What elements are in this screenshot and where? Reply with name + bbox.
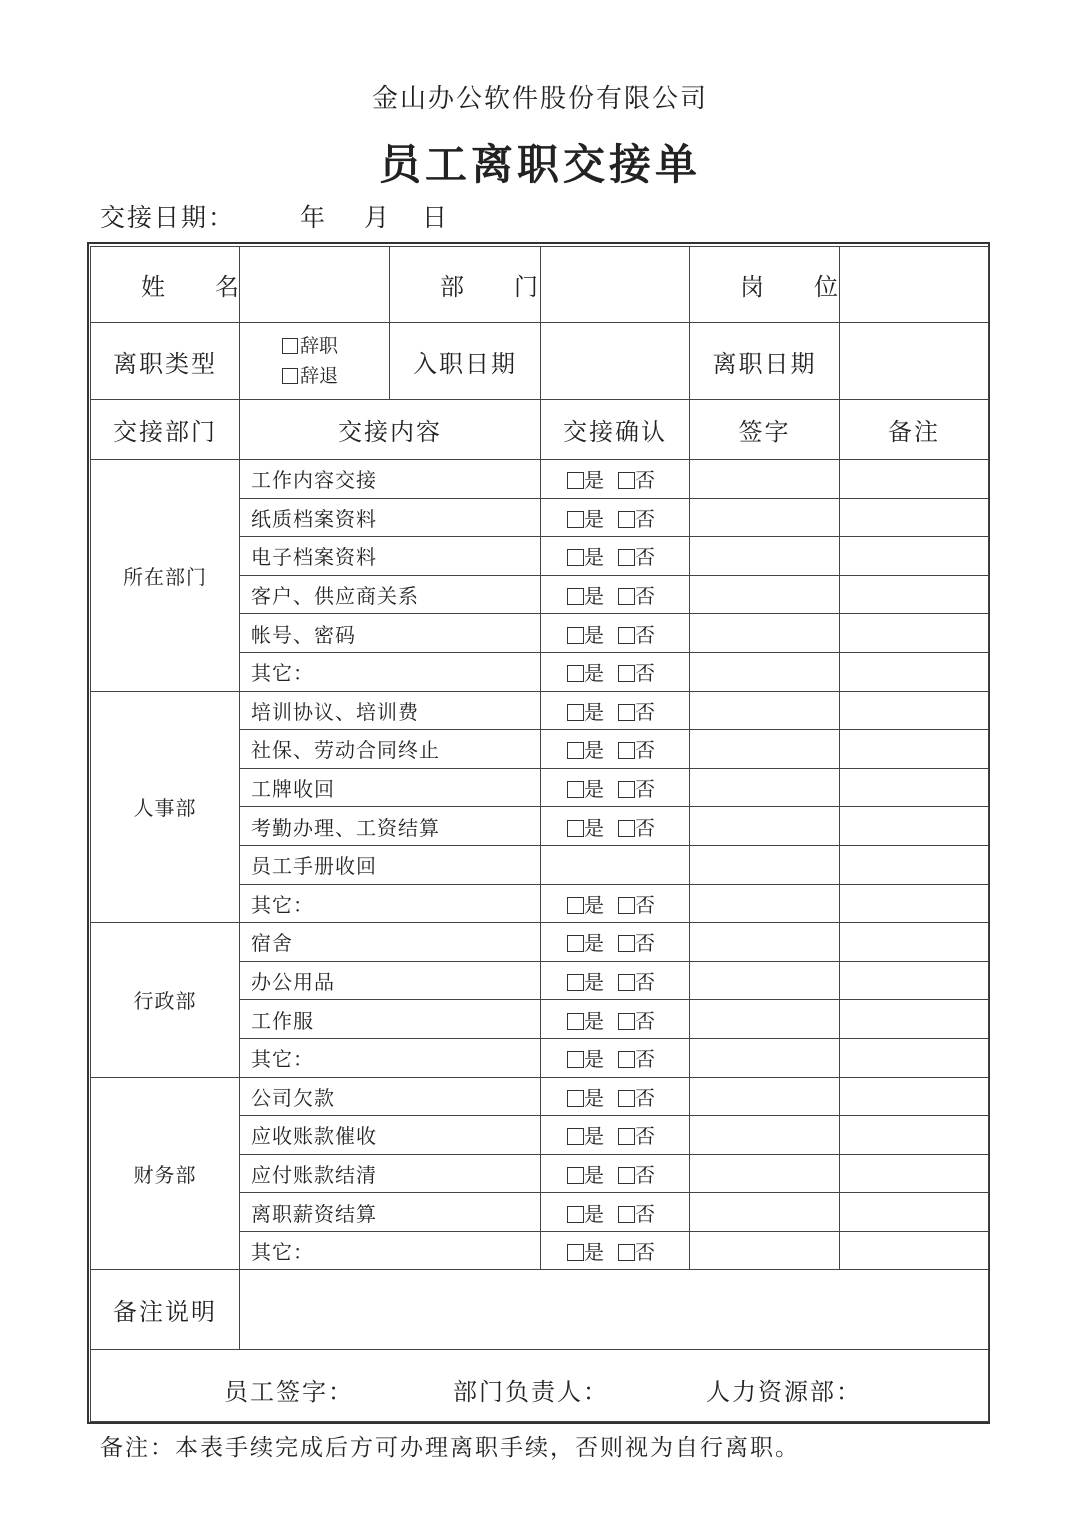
sign-cell[interactable] [690, 807, 840, 846]
leave-info-row [91, 323, 989, 400]
confirm-cell [541, 691, 690, 730]
checkbox-yes[interactable] [567, 1128, 584, 1145]
sign-cell[interactable] [690, 884, 840, 923]
confirm-cell [541, 1038, 690, 1077]
handover-item: 办公用品 [240, 961, 541, 1000]
handover-item: 纸质档案资料 [240, 498, 541, 537]
handover-item: 其它： [240, 1038, 541, 1077]
month-label: 月 [364, 203, 392, 232]
leave-type-options [240, 323, 390, 400]
checkbox-yes[interactable] [567, 511, 584, 528]
confirm-cell [541, 1077, 690, 1116]
yes-label: 是 [584, 892, 604, 917]
remark-cell[interactable] [840, 1193, 989, 1232]
section-dept-label: 财务部 [91, 1077, 240, 1270]
remark-cell[interactable] [840, 1000, 989, 1039]
remark-cell[interactable] [840, 768, 989, 807]
handover-item: 公司欠款 [240, 1077, 541, 1116]
leave-date-label: 离职日期 [690, 323, 840, 400]
confirm-cell [541, 845, 690, 884]
handover-item: 应付账款结清 [240, 1154, 541, 1193]
sign-cell[interactable] [690, 730, 840, 769]
date-label: 交接日期： [100, 203, 236, 232]
sign-cell[interactable] [690, 575, 840, 614]
remark-cell[interactable] [840, 537, 989, 576]
confirm-cell [541, 575, 690, 614]
sign-cell[interactable] [690, 1077, 840, 1116]
remark-cell[interactable] [840, 845, 989, 884]
checkbox-yes[interactable] [567, 665, 584, 682]
remark-cell[interactable] [840, 1038, 989, 1077]
confirm-cell [541, 1154, 690, 1193]
sign-cell[interactable] [690, 1116, 840, 1155]
confirm-cell [541, 923, 690, 962]
handover-table [90, 246, 989, 1422]
no-label: 否 [635, 468, 655, 493]
remark-cell[interactable] [840, 1116, 989, 1155]
section-dept-label: 行政部 [91, 923, 240, 1077]
remarks-field[interactable] [240, 1270, 989, 1350]
confirm-cell [541, 1193, 690, 1232]
handover-item: 应收账款催收 [240, 1116, 541, 1155]
checkbox-yes[interactable] [567, 1244, 584, 1261]
remarks-label: 备注说明 [91, 1270, 240, 1350]
checkbox-yes[interactable] [567, 1167, 584, 1184]
sign-cell[interactable] [690, 1231, 840, 1270]
form-title: 员工离职交接单 [378, 140, 701, 189]
no-label: 否 [635, 622, 655, 647]
checkbox-yes[interactable] [567, 704, 584, 721]
col-header-sign: 签字 [690, 400, 840, 460]
dept-head-sign-label: 部门负责人： [453, 1378, 609, 1407]
handover-item: 其它： [240, 1231, 541, 1270]
no-label: 否 [635, 1008, 655, 1033]
no-label: 否 [635, 738, 655, 763]
handover-item: 工作服 [240, 1000, 541, 1039]
no-label: 否 [635, 1240, 655, 1265]
handover-item: 其它： [240, 884, 541, 923]
yes-label: 是 [584, 622, 604, 647]
handover-item: 培训协议、培训费 [240, 691, 541, 730]
year-label: 年 [300, 203, 328, 232]
no-label: 否 [635, 1201, 655, 1226]
section-dept-label: 人事部 [91, 691, 240, 923]
checkbox-no[interactable] [618, 472, 635, 489]
checkbox-no[interactable] [618, 742, 635, 759]
checkbox-yes[interactable] [567, 549, 584, 566]
no-label: 否 [635, 661, 655, 686]
yes-label: 是 [584, 738, 604, 763]
remark-cell[interactable] [840, 1077, 989, 1116]
confirm-cell [541, 498, 690, 537]
table-row [91, 1077, 989, 1116]
handover-item: 工牌收回 [240, 768, 541, 807]
sign-cell[interactable] [690, 652, 840, 691]
checkbox-dismiss[interactable] [282, 368, 298, 384]
checkbox-no[interactable] [618, 511, 635, 528]
handover-item: 员工手册收回 [240, 845, 541, 884]
col-header-remark: 备注 [840, 400, 989, 460]
handover-item: 帐号、密码 [240, 614, 541, 653]
section-dept-label: 所在部门 [91, 460, 240, 692]
table-row [91, 460, 989, 499]
employee-sign-label: 员工签字： [224, 1378, 354, 1407]
yes-label: 是 [584, 1008, 604, 1033]
post-label: 岗位 [690, 247, 840, 323]
handover-item: 工作内容交接 [240, 460, 541, 499]
sign-cell[interactable] [690, 537, 840, 576]
checkbox-no[interactable] [618, 974, 635, 991]
checkbox-no[interactable] [618, 665, 635, 682]
checkbox-no[interactable] [618, 1090, 635, 1107]
remark-cell[interactable] [840, 884, 989, 923]
remark-cell[interactable] [840, 652, 989, 691]
checkbox-no[interactable] [618, 935, 635, 952]
yes-label: 是 [584, 1085, 604, 1110]
join-date-field[interactable] [541, 323, 690, 400]
remark-cell[interactable] [840, 498, 989, 537]
checkbox-no[interactable] [618, 781, 635, 798]
handover-item: 电子档案资料 [240, 537, 541, 576]
checkbox-yes[interactable] [567, 1013, 584, 1030]
remark-cell[interactable] [840, 807, 989, 846]
remark-cell[interactable] [840, 730, 989, 769]
yes-label: 是 [584, 931, 604, 956]
no-label: 否 [635, 815, 655, 840]
basic-info-row [91, 247, 989, 323]
handover-item: 其它： [240, 652, 541, 691]
yes-label: 是 [584, 584, 604, 609]
handover-item: 离职薪资结算 [240, 1193, 541, 1232]
sign-cell[interactable] [690, 1038, 840, 1077]
checkbox-no[interactable] [618, 549, 635, 566]
join-date-label: 入职日期 [390, 323, 541, 400]
sign-cell[interactable] [690, 845, 840, 884]
yes-label: 是 [584, 1162, 604, 1187]
signature-row [91, 1350, 989, 1422]
checkbox-yes[interactable] [567, 897, 584, 914]
handover-date-line [100, 198, 449, 234]
checkbox-yes[interactable] [567, 472, 584, 489]
checkbox-no[interactable] [618, 1244, 635, 1261]
no-label: 否 [635, 892, 655, 917]
yes-label: 是 [584, 777, 604, 802]
sign-cell[interactable] [690, 768, 840, 807]
checkbox-resign[interactable] [282, 338, 298, 354]
remarks-row [91, 1270, 989, 1350]
yes-label: 是 [584, 661, 604, 686]
sign-cell[interactable] [690, 691, 840, 730]
yes-label: 是 [584, 1201, 604, 1226]
sign-cell[interactable] [690, 923, 840, 962]
sign-cell[interactable] [690, 1000, 840, 1039]
confirm-cell [541, 652, 690, 691]
checkbox-yes[interactable] [567, 781, 584, 798]
confirm-cell [541, 1116, 690, 1155]
sign-cell[interactable] [690, 961, 840, 1000]
checkbox-yes[interactable] [567, 1090, 584, 1107]
handover-item: 考勤办理、工资结算 [240, 807, 541, 846]
no-label: 否 [635, 777, 655, 802]
confirm-cell [541, 884, 690, 923]
yes-label: 是 [584, 970, 604, 995]
remark-cell[interactable] [840, 614, 989, 653]
leave-type-label: 离职类型 [91, 323, 240, 400]
remark-cell[interactable] [840, 1154, 989, 1193]
yes-label: 是 [584, 1047, 604, 1072]
col-header-confirm: 交接确认 [541, 400, 690, 460]
remark-cell[interactable] [840, 923, 989, 962]
no-label: 否 [635, 584, 655, 609]
confirm-cell [541, 961, 690, 1000]
confirm-cell [541, 1231, 690, 1270]
sign-cell[interactable] [690, 460, 840, 499]
checkbox-no[interactable] [618, 820, 635, 837]
col-header-content: 交接内容 [240, 400, 541, 460]
checkbox-yes[interactable] [567, 820, 584, 837]
checkbox-yes[interactable] [567, 1051, 584, 1068]
checkbox-no[interactable] [618, 1128, 635, 1145]
confirm-cell [541, 1000, 690, 1039]
sign-cell[interactable] [690, 614, 840, 653]
yes-label: 是 [584, 815, 604, 840]
yes-label: 是 [584, 468, 604, 493]
checkbox-no[interactable] [618, 1051, 635, 1068]
confirm-cell [541, 537, 690, 576]
no-label: 否 [635, 545, 655, 570]
confirm-cell [541, 807, 690, 846]
column-header-row [91, 400, 989, 460]
yes-label: 是 [584, 506, 604, 531]
footnote: 备注：本表手续完成后方可办理离职手续，否则视为自行离职。 [100, 1435, 800, 1461]
handover-item: 社保、劳动合同终止 [240, 730, 541, 769]
option-resign[interactable]: 辞职 [282, 331, 389, 361]
yes-label: 是 [584, 545, 604, 570]
dept-label: 部门 [390, 247, 541, 323]
name-label: 姓名 [91, 247, 240, 323]
sign-cell[interactable] [690, 1154, 840, 1193]
checkbox-no[interactable] [618, 627, 635, 644]
sign-cell[interactable] [690, 1193, 840, 1232]
checkbox-yes[interactable] [567, 742, 584, 759]
remark-cell[interactable] [840, 575, 989, 614]
yes-label: 是 [584, 1124, 604, 1149]
no-label: 否 [635, 1162, 655, 1187]
checkbox-no[interactable] [618, 1013, 635, 1030]
remark-cell[interactable] [840, 1231, 989, 1270]
checkbox-no[interactable] [618, 704, 635, 721]
checkbox-no[interactable] [618, 588, 635, 605]
yes-label: 是 [584, 1240, 604, 1265]
checkbox-no[interactable] [618, 897, 635, 914]
checkbox-no[interactable] [618, 1206, 635, 1223]
signature-cell [91, 1350, 989, 1422]
table-row [91, 923, 989, 962]
hr-sign-label: 人力资源部： [706, 1378, 862, 1407]
col-header-dept: 交接部门 [91, 400, 240, 460]
remark-cell[interactable] [840, 460, 989, 499]
leave-date-field[interactable] [840, 323, 989, 400]
no-label: 否 [635, 1124, 655, 1149]
confirm-cell [541, 460, 690, 499]
no-label: 否 [635, 699, 655, 724]
confirm-cell [541, 768, 690, 807]
checkbox-yes[interactable] [567, 1206, 584, 1223]
remark-cell[interactable] [840, 961, 989, 1000]
no-label: 否 [635, 931, 655, 956]
handover-item: 客户、供应商关系 [240, 575, 541, 614]
yes-label: 是 [584, 699, 604, 724]
option-dismiss[interactable]: 辞退 [282, 361, 389, 391]
checkbox-yes[interactable] [567, 627, 584, 644]
checkbox-yes[interactable] [567, 935, 584, 952]
checkbox-yes[interactable] [567, 588, 584, 605]
sign-cell[interactable] [690, 498, 840, 537]
day-label: 日 [422, 203, 450, 232]
no-label: 否 [635, 506, 655, 531]
confirm-cell [541, 614, 690, 653]
checkbox-yes[interactable] [567, 974, 584, 991]
no-label: 否 [635, 1085, 655, 1110]
company-name: 金山办公软件股份有限公司 [371, 84, 708, 114]
confirm-cell [541, 730, 690, 769]
handover-item: 宿舍 [240, 923, 541, 962]
no-label: 否 [635, 970, 655, 995]
table-row [91, 691, 989, 730]
checkbox-no[interactable] [618, 1167, 635, 1184]
remark-cell[interactable] [840, 691, 989, 730]
no-label: 否 [635, 1047, 655, 1072]
